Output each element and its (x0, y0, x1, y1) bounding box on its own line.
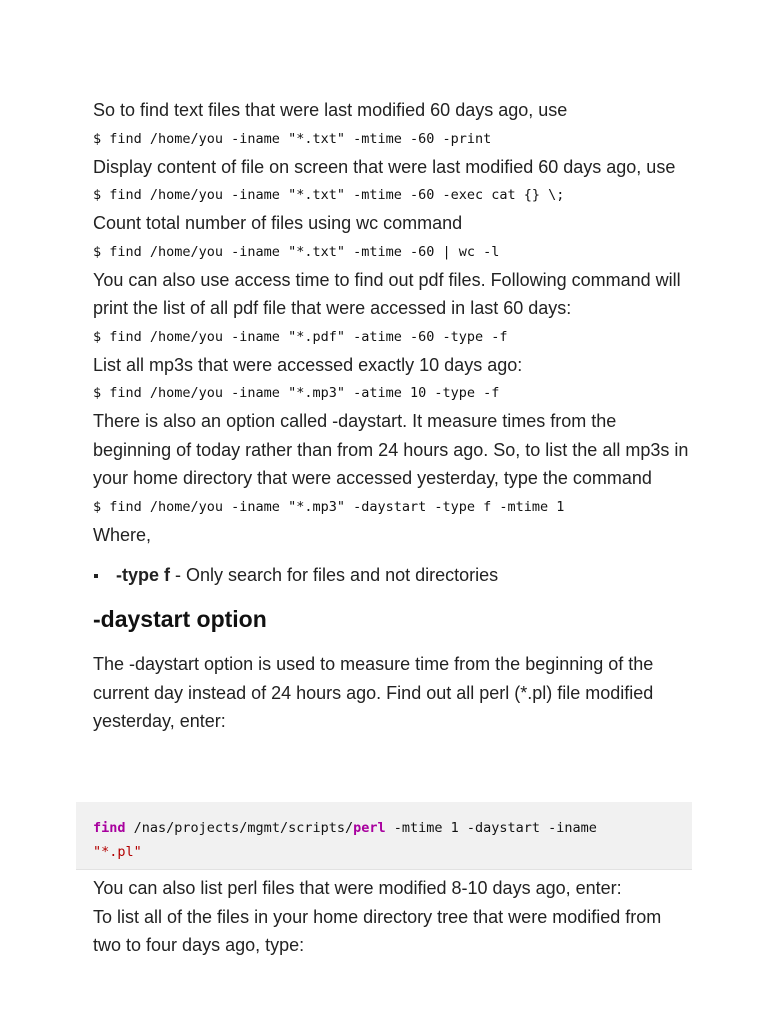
command-line: $ find /home/you -iname "*.mp3" -daystart -type f -mtime 1 (93, 498, 565, 515)
code-keyword: find (93, 820, 126, 836)
paragraph: Display content of file on screen that were last modified 60 days ago, use (93, 156, 676, 177)
command-line: $ find /home/you -iname "*.txt" -mtime -60 | wc -l (93, 243, 500, 260)
article-body (93, 96, 693, 736)
paragraph: Where, (93, 524, 152, 545)
code-keyword: perl (353, 820, 386, 836)
paragraph: So to find text files that were last modified 60 days ago, use (93, 100, 568, 120)
paragraph: You can also list perl files that were modified 8-10 days ago, enter: (93, 878, 622, 898)
paragraph: You can also use access time to find out pdf files. Following command will print the list of all pdf file that were accessed in last 60 days: (93, 269, 686, 318)
command-line: $ find /home/you -iname "*.txt" -mtime -60 -print (93, 130, 492, 147)
paragraph: Count total number of files using wc command (93, 213, 463, 233)
code-string: "*.pl" (93, 844, 142, 860)
paragraph: To list all of the files in your home directory tree that were modified from two to four days ago, type: (93, 906, 667, 955)
option-list (93, 561, 693, 589)
option-term: -type f (116, 565, 170, 585)
list-item (93, 561, 693, 589)
code-args: -mtime 1 -daystart -iname (385, 820, 597, 836)
command-line: $ find /home/you -iname "*.mp3" -atime 10 -type -f (93, 385, 500, 401)
article-body-continued (93, 874, 693, 960)
code-text (93, 816, 597, 864)
section-heading: -daystart option (93, 606, 267, 632)
paragraph: List all mp3s that were accessed exactly 10 days ago: (93, 354, 523, 375)
command-line: $ find /home/you -iname "*.pdf" -atime -60 -type -f (93, 328, 508, 345)
code-path: /nas/projects/mgmt/scripts/ (125, 820, 354, 836)
paragraph: There is also an option called -daystart. It measure times from the beginning of today rather than from 24 hours ago. So, to list the all mp3s in your home directory that were accessed yesterday, type the command (93, 411, 694, 488)
code-block (76, 802, 692, 870)
option-description: - Only search for files and not directories (170, 565, 499, 585)
command-line: $ find /home/you -iname "*.txt" -mtime -60 -exec cat {} \; (93, 187, 565, 203)
paragraph: The -daystart option is used to measure time from the beginning of the current day instead of 24 hours ago. Find out all perl (*.pl) file modified yesterday, enter: (93, 654, 659, 731)
bullet-icon (94, 574, 98, 578)
